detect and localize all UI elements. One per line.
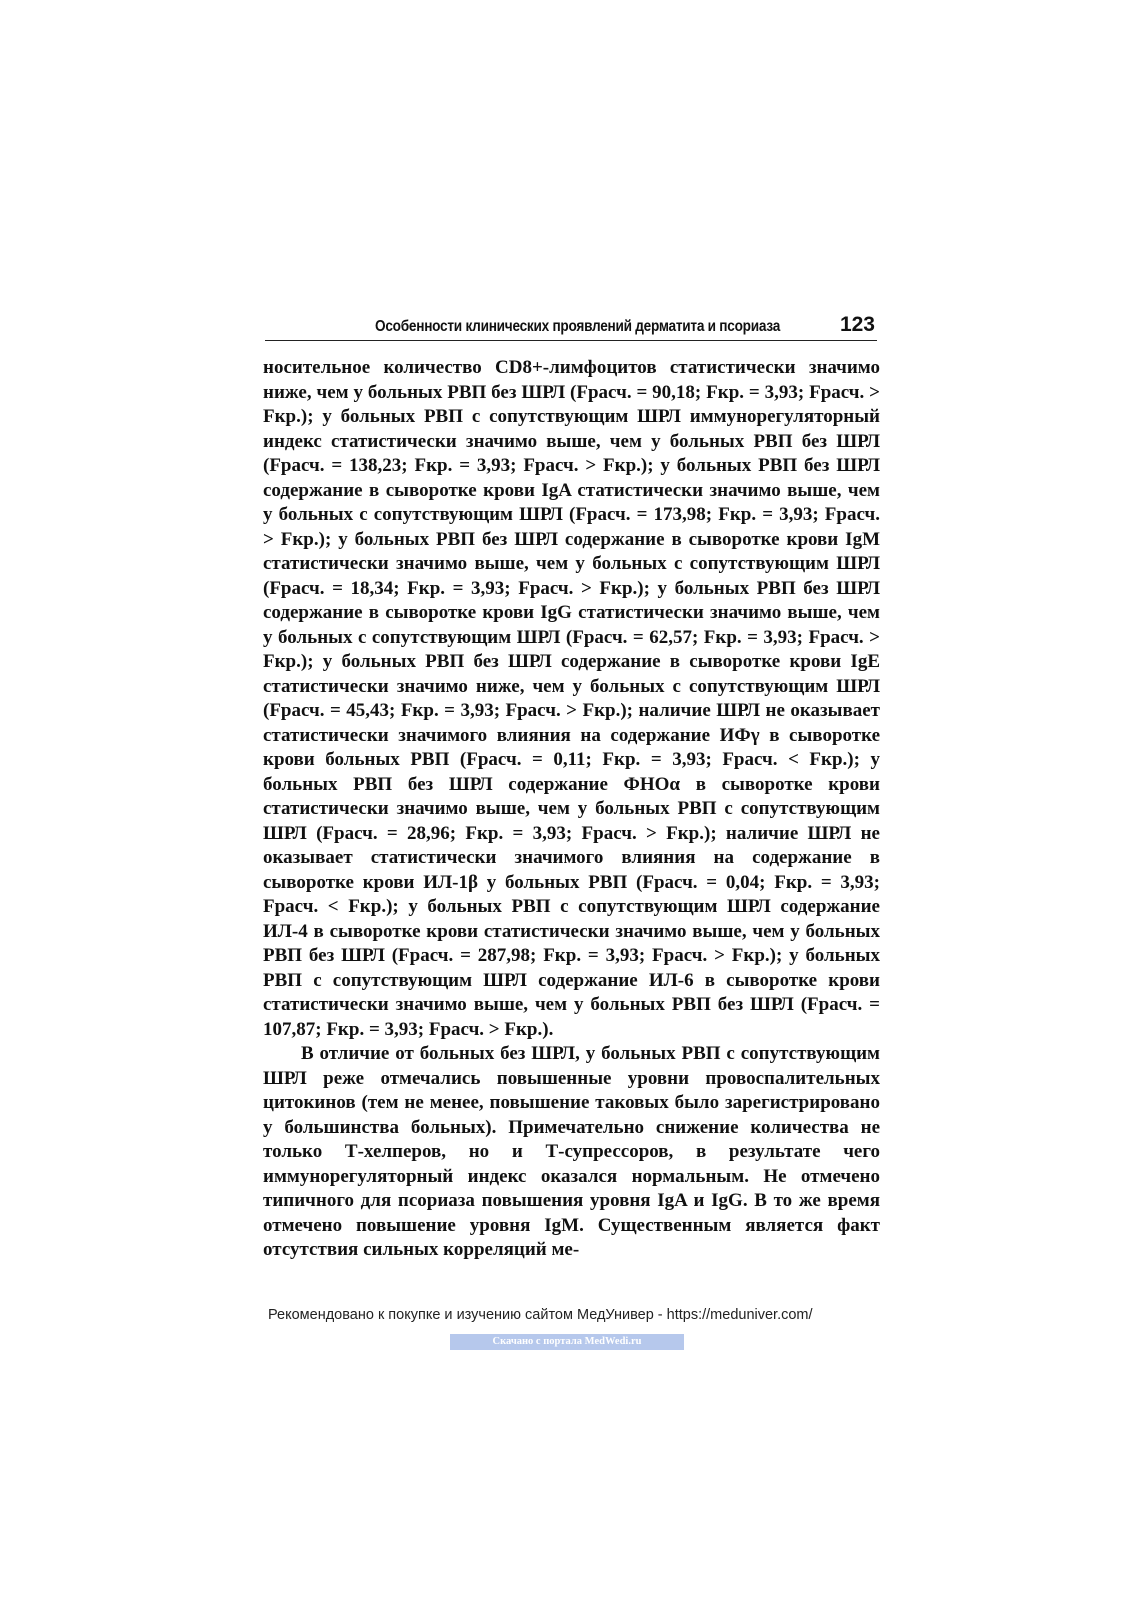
page-header [265,312,877,341]
source-banner: Скачано с портала MedWedi.ru [450,1334,684,1350]
running-header-title: Особенности клинических проявлений дерматита и псориаза [375,318,781,335]
paragraph-2: В отличие от больных без ШРЛ, у больных РВП с сопутствующим ШРЛ реже отмечались повышенные уровни провоспалительных цитокинов (тем не менее, повышение таковых было зарегистрировано у большинства больных). Примечательно снижение количества не только Т-хелперов, но и Т-супрессоров, в результате чего иммунорегуляторный индекс оказался нормальным. Не отмечено типичного для псориаза повышения уровня IgA и IgG. В то же время отмечено повышение уровня IgM. Существенным является факт отсутствия сильных корреляций ме- [263,1043,880,1260]
footer-recommendation: Рекомендовано к покупке и изучению сайтом МедУнивер - https://meduniver.com/ [268,1307,813,1323]
page-number: 123 [839,313,875,336]
paragraph-1: носительное количество CD8+-лимфоцитов статистически значимо ниже, чем у больных РВП без ШРЛ (Fрасч. = 90,18; Fкр. = 3,93; Fрасч. > Fкр.); у больных РВП с сопутствующим ШРЛ иммунорегуляторный индекс статистически значимо выше, чем у больных РВП без ШРЛ (Fрасч. = 138,23; Fкр. = 3,93; Fрасч. > Fкр.); у больных РВП без ШРЛ содержание в сыворотке крови IgA статистически значимо выше, чем у больных с сопутствующим ШРЛ (Fрасч. = 173,98; Fкр. = 3,93; Fрасч. > Fкр.); у больных РВП без ШРЛ содержание в сыворотке крови IgM статистически значимо выше, чем у больных с сопутствующим ШРЛ (Fрасч. = 18,34; Fкр. = 3,93; Fрасч. > Fкр.); у больных РВП без ШРЛ содержание в сыворотке крови IgG статистически значимо выше, чем у больных с сопутствующим ШРЛ (Fрасч. = 62,57; Fкр. = 3,93; Fрасч. > Fкр.); у больных РВП без ШРЛ содержание в сыворотке крови IgE статистически значимо ниже, чем у больных с сопутствующим ШРЛ (Fрасч. = 45,43; Fкр. = 3,93; Fрасч. > Fкр.); наличие ШРЛ не оказывает статистически значимого влияния на содержание ИФγ в сыворотке крови больных РВП (Fрасч. = 0,11; Fкр. = 3,93; Fрасч. < Fкр.); у больных РВП без ШРЛ содержание ФНОα в сыворотке крови статистически значимо выше, чем у больных РВП с сопутствующим ШРЛ (Fрасч. = 28,96; Fкр. = 3,93; Fрасч. > Fкр.); наличие ШРЛ не оказывает статистически значимого влияния на содержание в сыворотке крови ИЛ-1β у больных РВП (Fрасч. = 0,04; Fкр. = 3,93; Fрасч. < Fкр.); у больных РВП с сопутствующим ШРЛ содержание ИЛ-4 в сыворотке крови статистически значимо выше, чем у больных РВП без ШРЛ (Fрасч. = 287,98; Fкр. = 3,93; Fрасч. > Fкр.); у больных РВП с сопутствующим ШРЛ содержание ИЛ-6 в сыворотке крови статистически значимо выше, чем у больных РВП без ШРЛ (Fрасч. = 107,87; Fкр. = 3,93; Fрасч. > Fкр.). [263,357,880,1040]
body-text [263,356,880,1263]
